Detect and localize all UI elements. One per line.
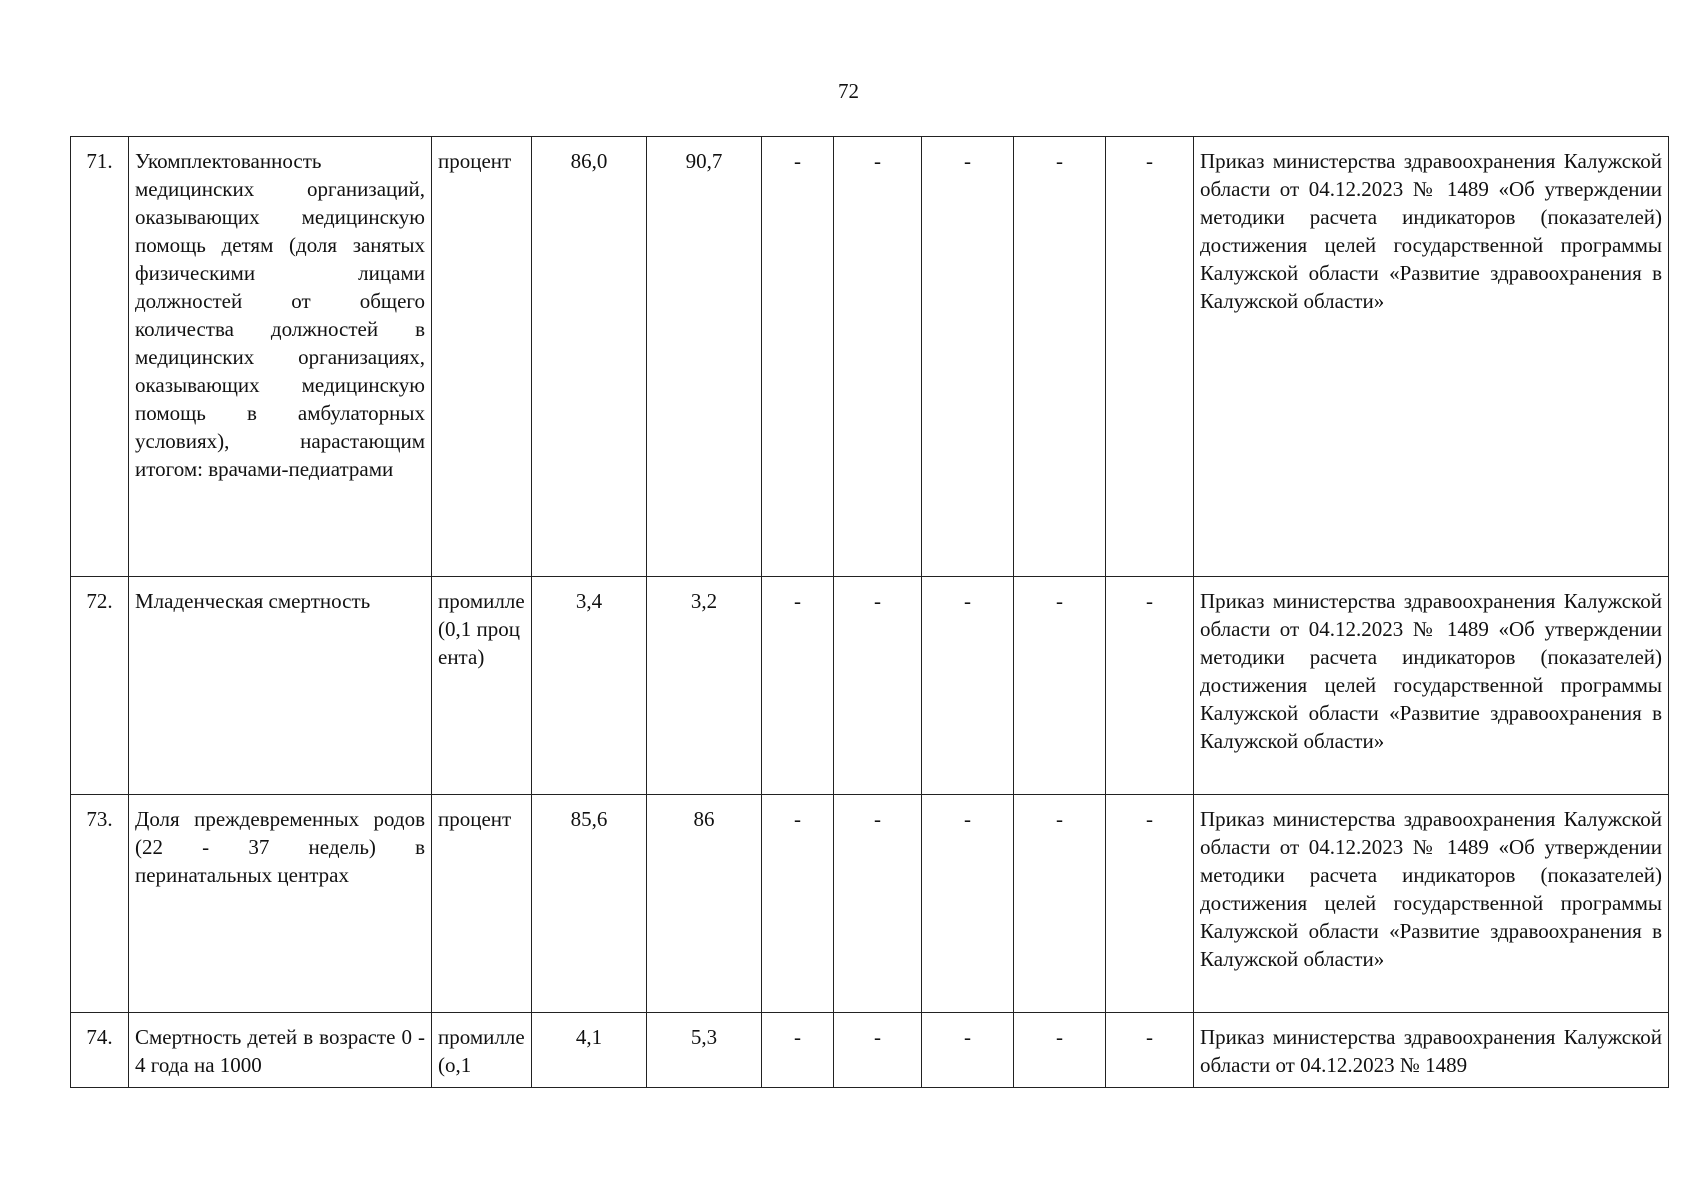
dash-cell: - <box>762 1013 834 1088</box>
basis-document: Приказ министерства здравоохранения Калужской области от 04.12.2023 № 1489 «Об утверждении методики расчета индикаторов (показателей) достижения целей государственной программы Калужской области «Развитие здравоохранения в Калужской области» <box>1194 795 1669 1013</box>
dash-cell: - <box>1106 795 1194 1013</box>
row-number: 71. <box>71 137 129 577</box>
basis-document: Приказ министерства здравоохранения Калужской области от 04.12.2023 № 1489 «Об утверждении методики расчета индикаторов (показателей) достижения целей государственной программы Калужской области «Развитие здравоохранения в Калужской области» <box>1194 137 1669 577</box>
indicator-name: Младенческая смертность <box>129 577 432 795</box>
indicator-name: Укомплектованность медицинских организаций, оказывающих медицинскую помощь детям (доля занятых физическими лицами должностей от общего количества должностей в медицинских организациях, оказывающих медицинскую помощь в амбулаторных условиях), нарастающим итогом: врачами-педиатрами <box>129 137 432 577</box>
dash-cell: - <box>762 137 834 577</box>
value-cell: 3,4 <box>532 577 647 795</box>
dash-cell: - <box>922 1013 1014 1088</box>
indicator-name-text: Смертность детей в возрасте 0 - 4 года на 1000 <box>135 1025 425 1077</box>
table-row <box>71 795 1669 1013</box>
dash-cell: - <box>834 577 922 795</box>
dash-cell: - <box>922 795 1014 1013</box>
dash-cell: - <box>922 137 1014 577</box>
dash-cell: - <box>1014 795 1106 1013</box>
indicator-name: Доля преждевременных родов (22 - 37 недель) в перинатальных центрах <box>129 795 432 1013</box>
dash-cell: - <box>1106 1013 1194 1088</box>
dash-cell: - <box>1106 137 1194 577</box>
page-number: 72 <box>838 79 859 103</box>
dash-cell: - <box>834 795 922 1013</box>
unit-cell: процент <box>432 137 532 577</box>
dash-cell: - <box>1014 137 1106 577</box>
dash-cell: - <box>1014 1013 1106 1088</box>
value-cell: 86 <box>647 795 762 1013</box>
dash-cell: - <box>834 1013 922 1088</box>
value-cell: 4,1 <box>532 1013 647 1088</box>
row-number: 73. <box>71 795 129 1013</box>
unit-cell: процент <box>432 795 532 1013</box>
value-cell: 5,3 <box>647 1013 762 1088</box>
dash-cell: - <box>1014 577 1106 795</box>
basis-document: Приказ министерства здравоохранения Калужской области от 04.12.2023 № 1489 «Об утверждении методики расчета индикаторов (показателей) достижения целей государственной программы Калужской области «Развитие здравоохранения в Калужской области» <box>1194 577 1669 795</box>
row-number: 74. <box>71 1013 129 1088</box>
dash-cell: - <box>922 577 1014 795</box>
dash-cell: - <box>762 577 834 795</box>
indicators-table <box>70 136 1669 1088</box>
dash-cell: - <box>762 795 834 1013</box>
dash-cell: - <box>1106 577 1194 795</box>
table-row <box>71 137 1669 577</box>
table-row <box>71 577 1669 795</box>
unit-cell <box>432 1013 532 1088</box>
indicator-name <box>129 1013 432 1088</box>
row-number: 72. <box>71 577 129 795</box>
table-row <box>71 1013 1669 1088</box>
dash-cell: - <box>834 137 922 577</box>
basis-document: Приказ министерства здравоохранения Калужской области от 04.12.2023 № 1489 <box>1194 1013 1669 1088</box>
unit-text: промилле (о,1 <box>438 1025 525 1077</box>
value-cell: 85,6 <box>532 795 647 1013</box>
value-cell: 86,0 <box>532 137 647 577</box>
unit-cell: промилле (0,1 процента) <box>432 577 532 795</box>
value-cell: 3,2 <box>647 577 762 795</box>
value-cell: 90,7 <box>647 137 762 577</box>
